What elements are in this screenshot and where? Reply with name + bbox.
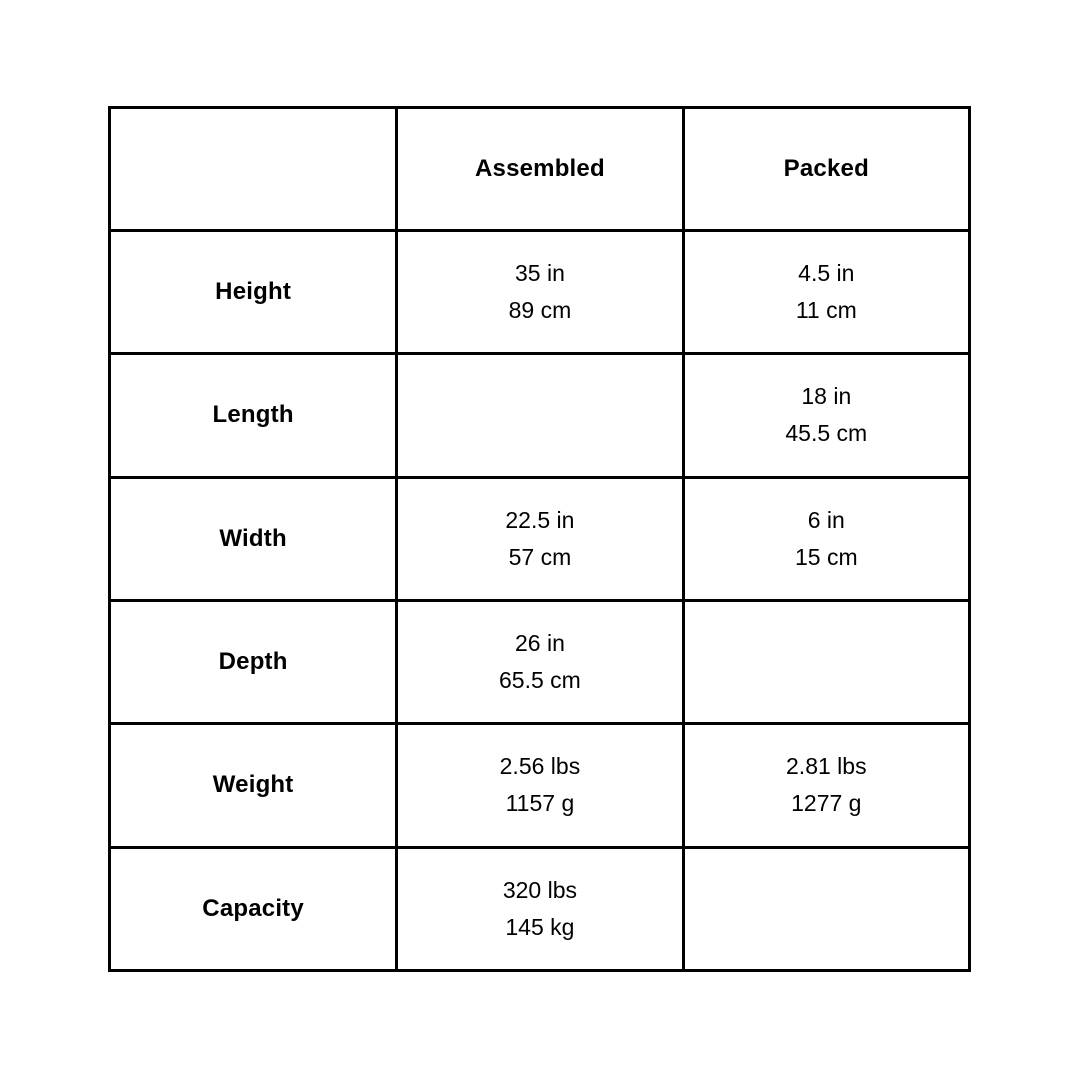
cell-length-assembled <box>397 354 683 477</box>
value-line: 65.5 cm <box>499 667 581 694</box>
corner-blank-cell <box>110 108 397 231</box>
value-line: 26 in <box>514 630 565 657</box>
row-label-depth: Depth <box>110 600 397 723</box>
value-line: 4.5 in <box>798 260 855 287</box>
value-line: 145 kg <box>505 913 575 940</box>
value-line: 89 cm <box>508 297 572 324</box>
cell-weight-packed <box>683 724 969 847</box>
table-row-capacity <box>110 847 970 970</box>
value-line: 11 cm <box>795 297 857 324</box>
row-label-height: Height <box>110 231 397 354</box>
cell-depth-packed <box>683 600 969 723</box>
row-label-weight: Weight <box>110 724 397 847</box>
value-line <box>685 872 968 909</box>
value-line: 45.5 cm <box>785 420 868 447</box>
cell-width-packed <box>683 477 969 600</box>
value-line: 57 cm <box>508 543 572 570</box>
dimensions-spec-table <box>108 106 971 972</box>
cell-depth-assembled <box>397 600 683 723</box>
value-line <box>398 378 681 415</box>
table-row-weight <box>110 724 970 847</box>
cell-height-packed <box>683 231 969 354</box>
value-line: 1157 g <box>505 790 575 817</box>
column-header-packed: Packed <box>683 108 969 231</box>
cell-length-packed <box>683 354 969 477</box>
row-label-width: Width <box>110 477 397 600</box>
value-line: 6 in <box>807 506 845 533</box>
value-line: 18 in <box>801 383 852 410</box>
row-label-length: Length <box>110 354 397 477</box>
value-line <box>685 662 968 699</box>
cell-height-assembled <box>397 231 683 354</box>
value-line: 15 cm <box>794 543 858 570</box>
row-label-capacity: Capacity <box>110 847 397 970</box>
value-line <box>685 909 968 946</box>
table-row-length <box>110 354 970 477</box>
value-line <box>398 415 681 452</box>
value-line: 2.56 lbs <box>499 753 581 780</box>
table-row-depth <box>110 600 970 723</box>
value-line: 1277 g <box>791 790 862 817</box>
value-line <box>685 625 968 662</box>
table-row-height <box>110 231 970 354</box>
cell-capacity-packed <box>683 847 969 970</box>
table-row-width <box>110 477 970 600</box>
cell-capacity-assembled <box>397 847 683 970</box>
value-line: 35 in <box>514 260 565 287</box>
cell-weight-assembled <box>397 724 683 847</box>
column-header-assembled: Assembled <box>397 108 683 231</box>
value-line: 22.5 in <box>505 506 575 533</box>
value-line: 2.81 lbs <box>786 753 867 780</box>
value-line: 320 lbs <box>502 876 577 903</box>
cell-width-assembled <box>397 477 683 600</box>
header-row <box>110 108 970 231</box>
